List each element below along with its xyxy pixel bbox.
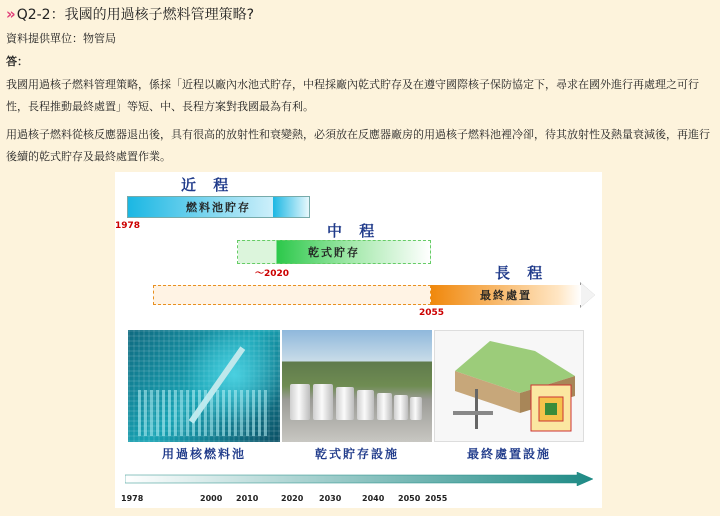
question-title: [6, 4, 254, 24]
long-term-dashed-bar: [153, 285, 431, 305]
dry-storage-photo: [282, 330, 432, 442]
near-term-label: 近 程: [181, 176, 235, 194]
mid-term-label: 中 程: [327, 222, 381, 240]
caption-final-disposal: 最終處置設施: [466, 447, 551, 461]
timeline-arrow: [125, 472, 593, 486]
timeline-tick-2030: 2030: [319, 494, 342, 503]
timeline-tick-2050: 2050: [398, 494, 421, 503]
final-disposal-illustration: [434, 330, 584, 442]
timeline-tick-1978: 1978: [121, 494, 144, 503]
timeline-tick-2055: 2055: [425, 494, 448, 503]
caption-dry-storage: 乾式貯存設施: [314, 447, 399, 461]
caption-fuel-pool: 用過核燃料池: [161, 447, 246, 461]
long-term-arrowhead: [581, 283, 595, 307]
year-1978-label: 1978: [115, 221, 141, 231]
answer-paragraph-2: 用過核子燃料從核反應器退出後，具有很高的放射性和衰變熱，必須放在反應器廠房的用過核子燃料池裡冷卻，待其放射性及熱量衰減後，再進行後續的乾式貯存及最終處置作業。: [6, 128, 710, 163]
disposal-schematic: [435, 331, 584, 442]
fuel-pool-photo: [128, 330, 280, 442]
timeline-tick-2020: 2020: [281, 494, 304, 503]
timeline-tick-2000: 2000: [200, 494, 223, 503]
question-text: Q2-2：我國的用過核子燃料管理策略?: [16, 7, 255, 23]
final-disposal-bar: 最終處置: [431, 285, 581, 305]
year-2055-label: 2055: [419, 308, 445, 318]
timeline-tick-2010: 2010: [236, 494, 259, 503]
answer-paragraph-1: 我國用過核子燃料管理策略，係採「近程以廠內水池式貯存，中程採廠內乾式貯存及在遵守國際核子保防協定下，尋求在國外進行再處理之可行性，長程推動最終處置」等短、中、長程方案對我國最為有利。: [6, 78, 699, 113]
pool-storage-bar: 燃料池貯存: [127, 196, 310, 218]
long-term-label: 長 程: [495, 264, 549, 282]
chevron-right-icon: »: [6, 5, 13, 23]
source-line: 資料提供單位：物管局: [6, 32, 116, 45]
dry-storage-bar: 乾式貯存: [237, 240, 431, 264]
year-2020-label: ～2020: [255, 269, 290, 279]
timeline-tick-2040: 2040: [362, 494, 385, 503]
fuel-management-diagram: [115, 172, 602, 508]
answer-label: 答：: [6, 55, 28, 68]
